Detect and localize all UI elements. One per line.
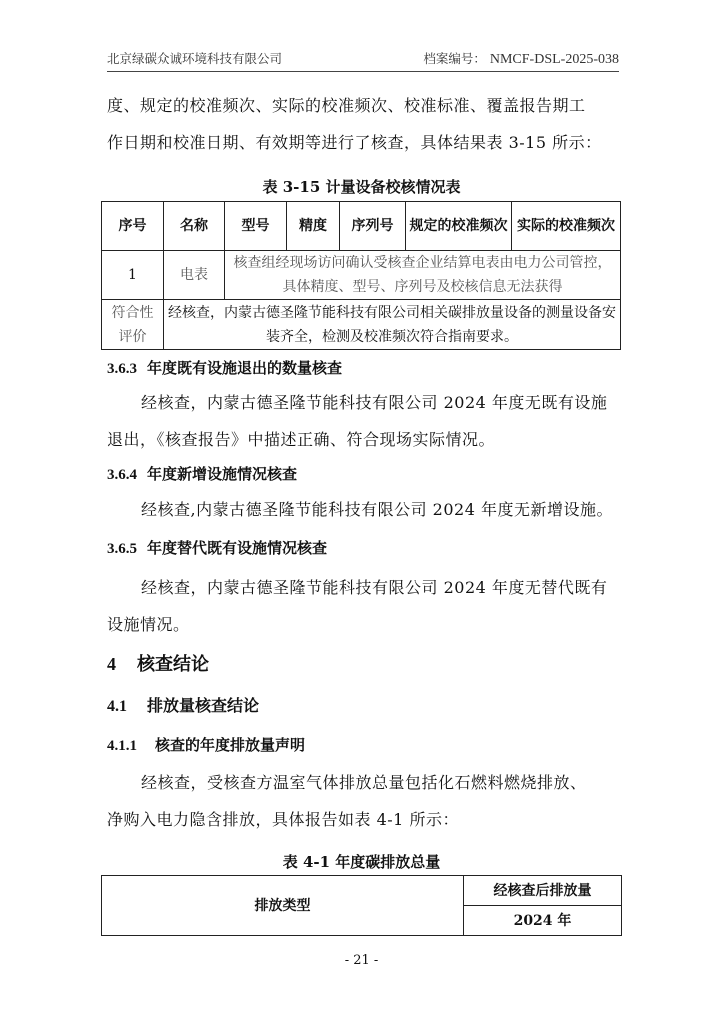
cell-name: 电表 bbox=[164, 251, 225, 300]
intro-paragraph bbox=[107, 87, 619, 161]
section-4-heading bbox=[107, 643, 619, 686]
text-line: 设施情况。 bbox=[107, 615, 190, 634]
paragraph bbox=[107, 384, 619, 458]
table-header-row bbox=[102, 876, 622, 906]
section-3-6-4-heading bbox=[107, 458, 619, 491]
header-cell: 序列号 bbox=[340, 202, 406, 251]
header-cell: 规定的校准频次 bbox=[406, 202, 512, 251]
header-cell: 经核查后排放量 bbox=[464, 876, 622, 906]
section-number: 4.1 bbox=[107, 698, 127, 715]
cell-label: 符合性评价 bbox=[102, 300, 164, 350]
header-cell: 2024 年 bbox=[464, 906, 622, 936]
header-cell: 型号 bbox=[225, 202, 287, 251]
text-line: 退出，《核查报告》中描述正确、符合现场实际情况。 bbox=[107, 430, 496, 449]
header-cell: 精度 bbox=[287, 202, 340, 251]
cell-evaluation: 经核查，内蒙古德圣隆节能科技有限公司相关碳排放量设备的测量设备安装齐全，检测及校准频次符合指南要求。 bbox=[164, 300, 621, 350]
paragraph bbox=[107, 764, 619, 838]
header-company: 北京绿碳众诚环境科技有限公司 bbox=[107, 51, 283, 66]
section-4-1-1-heading bbox=[107, 727, 619, 764]
header-archive bbox=[423, 50, 619, 69]
table-4-1 bbox=[101, 875, 622, 936]
section-title: 年度既有设施退出的数量核查 bbox=[147, 359, 343, 377]
section-3-6-5-heading bbox=[107, 528, 619, 569]
header-cell: 序号 bbox=[102, 202, 164, 251]
section-number: 3.6.5 bbox=[107, 541, 137, 557]
table-header-row bbox=[102, 202, 621, 251]
table-3-15-caption: 表 3-15 计量设备校核情况表 bbox=[262, 178, 461, 196]
header-cell: 名称 bbox=[164, 202, 225, 251]
table-row bbox=[102, 251, 621, 300]
text-line: 经核查，受核查方温室气体排放总量包括化石燃料燃烧排放、 bbox=[141, 773, 587, 792]
page-number: - 21 - bbox=[344, 953, 379, 968]
section-number: 3.6.3 bbox=[107, 361, 137, 377]
archive-number: NMCF-DSL-2025-038 bbox=[489, 52, 619, 67]
archive-label: 档案编号： bbox=[423, 51, 486, 66]
text-line: 经核查，内蒙古德圣隆节能科技有限公司 2024 年度无既有设施 bbox=[141, 393, 608, 412]
text-line: 经核查,内蒙古德圣隆节能科技有限公司 2024 年度无新增设施。 bbox=[141, 500, 613, 519]
section-number: 4 bbox=[107, 654, 116, 674]
section-title: 核查的年度排放量声明 bbox=[155, 736, 306, 754]
section-title: 年度替代既有设施情况核查 bbox=[147, 539, 328, 557]
table-row bbox=[102, 300, 621, 350]
header-cell: 排放类型 bbox=[102, 876, 464, 936]
section-3-6-3-heading bbox=[107, 353, 619, 384]
header-cell: 实际的校准频次 bbox=[512, 202, 621, 251]
text-line: 度、规定的校准频次、实际的校准频次、校准标准、覆盖报告期工 bbox=[107, 96, 586, 115]
table-3-15 bbox=[101, 201, 621, 350]
section-number: 3.6.4 bbox=[107, 467, 137, 483]
text-line: 作日期和校准日期、有效期等进行了核查，具体结果表 3-15 所示： bbox=[107, 133, 602, 152]
text-line: 经核查，内蒙古德圣隆节能科技有限公司 2024 年度无替代既有 bbox=[141, 578, 608, 597]
section-title: 核查结论 bbox=[137, 654, 209, 675]
page-header bbox=[107, 50, 619, 72]
text-line: 净购入电力隐含排放，具体报告如表 4-1 所示： bbox=[107, 810, 459, 829]
cell-no: 1 bbox=[102, 251, 164, 300]
paragraph bbox=[107, 569, 619, 643]
cell-note: 核查组经现场访问确认受核查企业结算电表由电力公司管控，具体精度、型号、序列号及校核信息无法获得 bbox=[225, 251, 621, 300]
paragraph bbox=[107, 491, 619, 528]
section-4-1-heading bbox=[107, 686, 619, 727]
section-title: 排放量核查结论 bbox=[147, 696, 260, 715]
section-number: 4.1.1 bbox=[107, 738, 137, 754]
section-title: 年度新增设施情况核查 bbox=[147, 465, 298, 483]
table-4-1-caption: 表 4-1 年度碳排放总量 bbox=[282, 853, 441, 871]
